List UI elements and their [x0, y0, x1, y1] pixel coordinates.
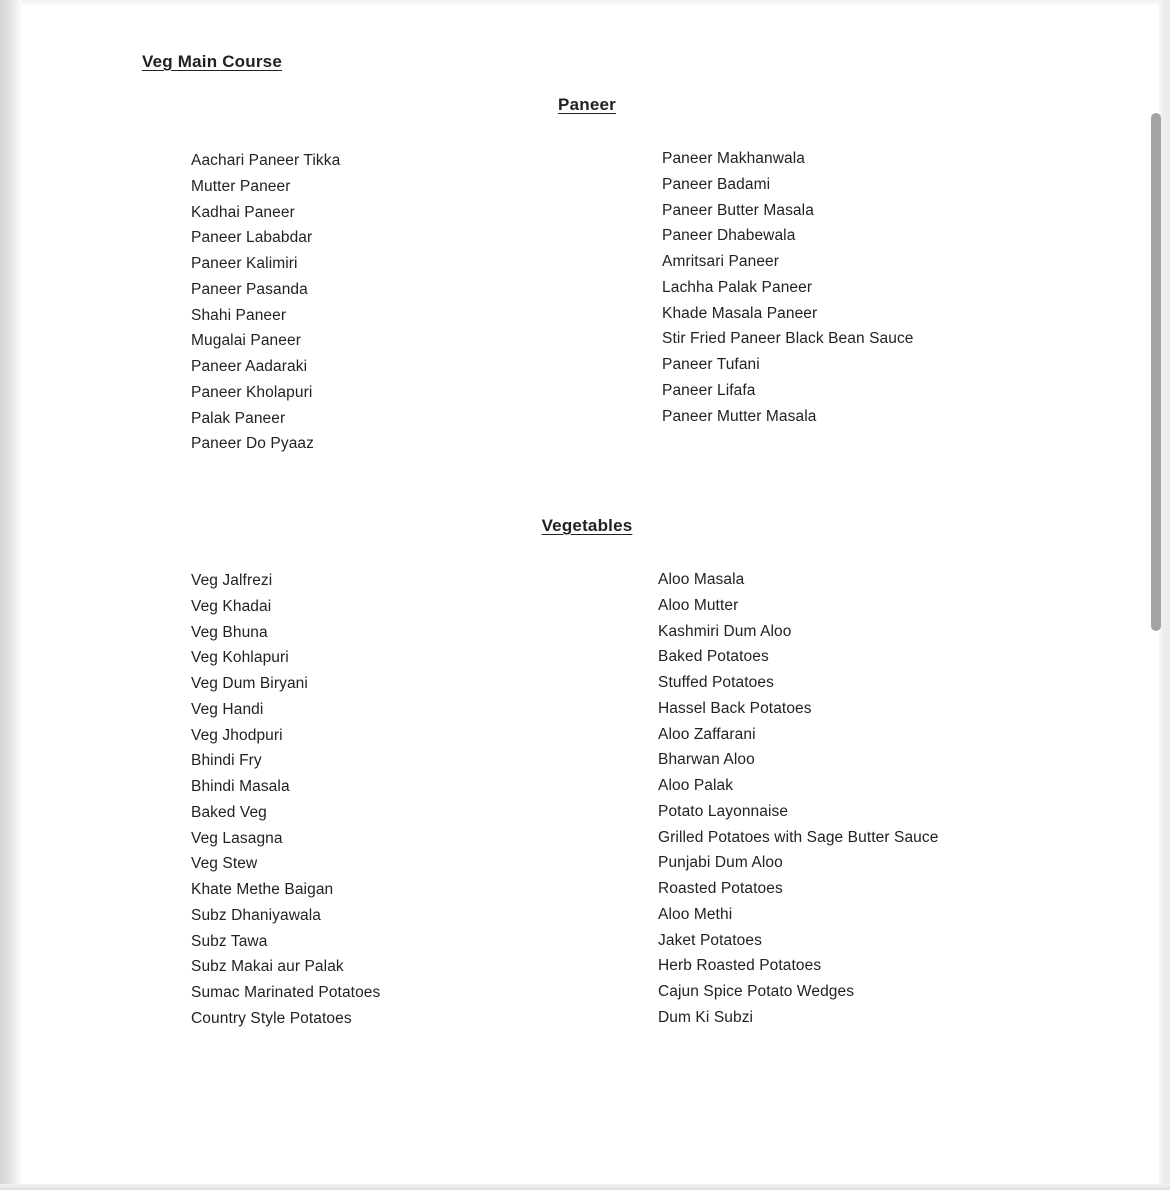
menu-item: Paneer Pasanda: [191, 280, 308, 298]
menu-item: Khade Masala Paneer: [662, 304, 818, 322]
menu-item: Paneer Do Pyaaz: [191, 435, 314, 453]
menu-item: Country Style Potatoes: [191, 1009, 352, 1027]
doc-title: Veg Main Course: [142, 52, 282, 71]
menu-item: Aachari Paneer Tikka: [191, 152, 341, 169]
menu-item: Aloo Masala: [658, 571, 745, 588]
menu-item: Veg Dum Biryani: [191, 675, 308, 692]
page-edge-shadow-left: [0, 0, 22, 1184]
menu-item: Khate Methe Baigan: [191, 881, 334, 898]
menu-item: Paneer Aadaraki: [191, 358, 308, 375]
vegetables-column-right: [658, 567, 938, 1032]
menu-item: Dum Ki Subzi: [658, 1008, 754, 1026]
scrollbar-thumb[interactable]: [1151, 113, 1161, 631]
menu-item: Stir Fried Paneer Black Bean Sauce: [662, 330, 914, 348]
menu-item: Sumac Marinated Potatoes: [191, 984, 381, 1001]
menu-item: Paneer Butter Masala: [662, 201, 814, 219]
menu-item: Paneer Lababdar: [191, 229, 313, 247]
section-heading-paneer: Paneer: [558, 95, 616, 114]
menu-item: Aloo Palak: [658, 777, 734, 794]
menu-item: Hassel Back Potatoes: [658, 699, 812, 717]
paneer-column-right: [658, 146, 914, 457]
menu-item: Paneer Makhanwala: [662, 150, 806, 167]
menu-item: Shahi Paneer: [191, 306, 287, 324]
menu-item: Paneer Kholapuri: [191, 383, 313, 401]
menu-item: Mutter Paneer: [191, 177, 291, 195]
menu-item: Veg Khadai: [191, 597, 272, 615]
menu-item: Aloo Zaffarani: [658, 725, 756, 743]
section-heading-vegetables: Vegetables: [541, 516, 633, 535]
menu-item: Grilled Potatoes with Sage Butter Sauce: [658, 828, 939, 846]
menu-item: Baked Potatoes: [658, 648, 769, 666]
menu-item: Palak Paneer: [191, 409, 286, 427]
menu-item: Subz Tawa: [191, 932, 268, 950]
menu-item: Kashmiri Dum Aloo: [658, 622, 792, 640]
menu-item: Roasted Potatoes: [658, 880, 783, 897]
menu-item: Veg Stew: [191, 855, 258, 873]
menu-item: Veg Kohlapuri: [191, 649, 289, 667]
menu-item: Paneer Lifafa: [662, 381, 756, 399]
menu-item: Veg Jhodpuri: [191, 726, 283, 744]
menu-item: Paneer Kalimiri: [191, 255, 298, 272]
vegetables-column-left: [191, 568, 658, 1032]
paneer-column-left: [191, 148, 658, 457]
menu-item: Veg Bhuna: [191, 623, 268, 641]
menu-item: Herb Roasted Potatoes: [658, 957, 822, 975]
section-vegetables-columns: [191, 568, 938, 1032]
menu-item: Veg Jalfrezi: [191, 572, 273, 589]
section-paneer-columns: [191, 148, 914, 457]
menu-item: Aloo Mutter: [658, 596, 739, 614]
menu-item: Paneer Dhabewala: [662, 227, 796, 245]
menu-item: Veg Handi: [191, 700, 264, 718]
menu-item: Kadhai Paneer: [191, 203, 295, 221]
menu-item: Bharwan Aloo: [658, 751, 755, 769]
menu-item: Mugalai Paneer: [191, 332, 301, 350]
page-edge-shadow-bottom: [0, 1184, 1170, 1190]
menu-item: Potato Layonnaise: [658, 802, 789, 820]
menu-item: Bhindi Fry: [191, 752, 262, 770]
menu-item: Aloo Methi: [658, 905, 733, 923]
menu-item: Baked Veg: [191, 803, 267, 821]
menu-item: Paneer Mutter Masala: [662, 407, 817, 425]
menu-item: Stuffed Potatoes: [658, 674, 774, 691]
page-edge-top: [0, 0, 1170, 5]
menu-item: Cajun Spice Potato Wedges: [658, 983, 855, 1000]
menu-item: Subz Makai aur Palak: [191, 958, 344, 976]
menu-item: Lachha Palak Paneer: [662, 278, 813, 296]
menu-item: Punjabi Dum Aloo: [658, 854, 783, 872]
menu-item: Subz Dhaniyawala: [191, 906, 321, 924]
menu-item: Veg Lasagna: [191, 829, 283, 847]
menu-item: Bhindi Masala: [191, 778, 290, 795]
menu-item: Jaket Potatoes: [658, 931, 762, 949]
menu-item: Paneer Tufani: [662, 356, 760, 373]
menu-item: Amritsari Paneer: [662, 253, 780, 270]
menu-item: Paneer Badami: [662, 175, 771, 193]
